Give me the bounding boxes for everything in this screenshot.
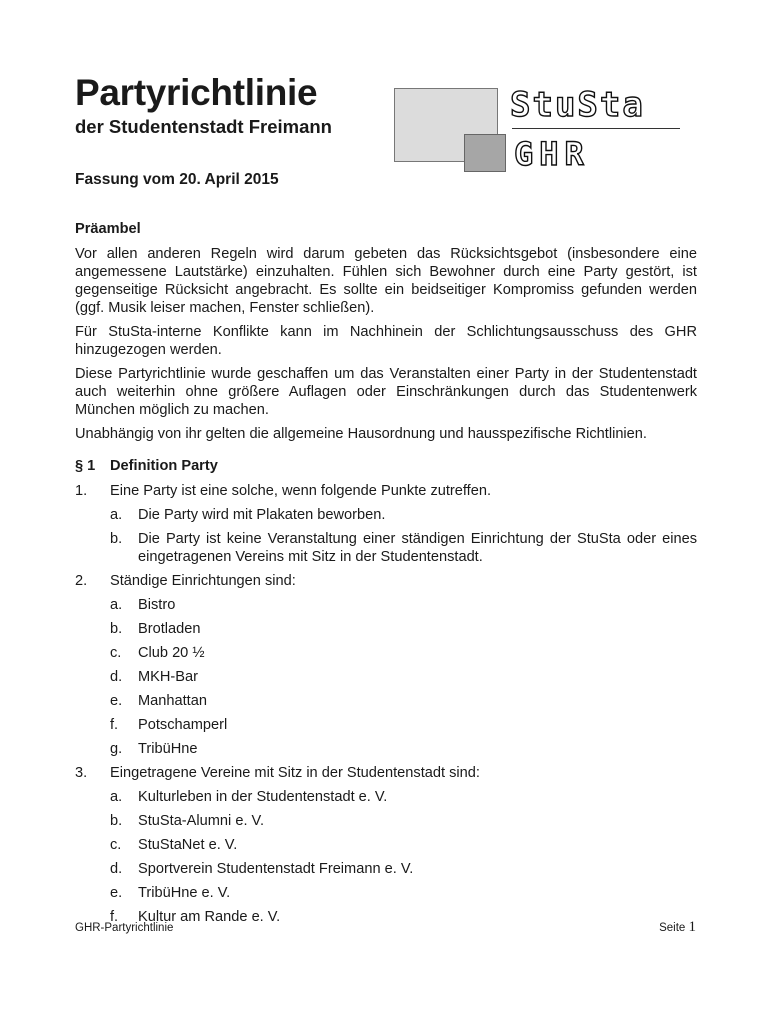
sub-item (110, 596, 697, 614)
sub-item-text: Kultur am Rande e. V. (138, 909, 281, 925)
sub-item-letter: g. (110, 741, 123, 757)
document-subtitle: der Studentenstadt Freimann (75, 116, 332, 137)
sub-item-letter: a. (110, 789, 123, 805)
sub-item-text: TribüHne (138, 741, 198, 757)
sub-item-letter: d. (110, 669, 123, 685)
sub-item-text: Kulturleben in der Studentenstadt e. V. (138, 789, 388, 805)
sub-item (110, 884, 697, 902)
sub-item-text: StuStaNet e. V. (138, 837, 238, 853)
sub-item-text: Die Party wird mit Plakaten beworben. (138, 507, 386, 523)
sub-item-text: StuSta-Alumni e. V. (138, 813, 265, 829)
item-text: Ständige Einrichtungen sind: (110, 573, 296, 589)
sub-item-letter: e. (110, 693, 123, 709)
sub-item-letter: d. (110, 861, 123, 877)
page-label: Seite (659, 922, 686, 934)
section-heading (75, 457, 697, 475)
item-number: 3. (75, 765, 88, 781)
sub-item-letter: c. (110, 645, 122, 661)
page-number: 1 (688, 919, 696, 935)
sub-item (110, 788, 697, 806)
preamble-paragraph: Vor allen anderen Regeln wird darum gebeten das Rücksichtsgebot (insbesondere eine angemessene Lautstärke) einzuhalten. Fühlen sich Bewohner durch eine Party gestört, ist gegenseitige Rücksicht angebracht. Es sollte ein beidseitiger Kompromiss gefunden werden (ggf. Musik leiser machen, Fenster schließen). (75, 246, 697, 316)
sub-item-letter: f. (110, 717, 119, 733)
preamble-paragraph: Für StuSta-interne Konflikte kann im Nachhinein der Schlichtungsausschuss des GHR hinzugezogen werden. (75, 324, 697, 358)
item-number: 2. (75, 573, 88, 589)
document-version: Fassung vom 20. April 2015 (75, 171, 279, 188)
item-text: Eine Party ist eine solche, wenn folgende Punkte zutreffen. (110, 483, 492, 499)
footer-document-name: GHR-Partyrichtlinie (75, 922, 174, 934)
sub-item (110, 644, 697, 662)
list-item (75, 482, 697, 500)
sub-item (110, 506, 697, 524)
sub-item-letter: e. (110, 885, 123, 901)
sub-item-letter: a. (110, 507, 123, 523)
sub-item (110, 716, 697, 734)
sub-item-text: Bistro (138, 597, 176, 613)
sub-item-letter: a. (110, 597, 123, 613)
stusta-ghr-logo (394, 85, 684, 176)
footer-page-number (659, 919, 696, 936)
logo-divider (512, 128, 680, 129)
item-text: Eingetragene Vereine mit Sitz in der Studentenstadt sind: (110, 765, 480, 781)
sub-item-text: Die Party ist keine Veranstaltung einer ständigen Einrichtung der StuSta oder eines eingetragenen Vereins mit Sitz in der Studentenstadt. (138, 531, 697, 565)
sub-item-text: TribüHne e. V. (138, 885, 231, 901)
sub-item-text: Manhattan (138, 693, 207, 709)
sub-item (110, 692, 697, 710)
section-number: § 1 (75, 458, 96, 474)
sub-item (110, 740, 697, 758)
document-title: Partyrichtlinie (75, 72, 318, 113)
sub-item (110, 812, 697, 830)
sub-item-text: Club 20 ½ (138, 645, 205, 661)
sub-item-text: Sportverein Studentenstadt Freimann e. V. (138, 861, 414, 877)
sub-item-letter: b. (110, 813, 123, 829)
sub-item-letter: c. (110, 837, 122, 853)
sub-item-letter: b. (110, 621, 123, 637)
sub-item (110, 668, 697, 686)
sub-item-letter: f. (110, 909, 119, 925)
document-body (75, 220, 697, 932)
sub-item-letter: b. (110, 531, 123, 547)
item-number: 1. (75, 483, 88, 499)
preamble-heading: Präambel (75, 221, 141, 237)
preamble-paragraph: Diese Partyrichtlinie wurde geschaffen um das Veranstalten einer Party in der Studentenstadt auch weiterhin ohne größere Auflagen oder Einschränkungen durch das Studentenwerk München möglich zu machen. (75, 366, 697, 418)
list-item (75, 572, 697, 590)
section-title: Definition Party (110, 458, 218, 474)
sub-item (110, 860, 697, 878)
sub-item-text: MKH-Bar (138, 669, 198, 685)
sub-item (110, 836, 697, 854)
sub-item (110, 620, 697, 638)
logo-small-square (464, 134, 506, 172)
list-item (75, 764, 697, 782)
preamble-paragraph: Unabhängig von ihr gelten die allgemeine Hausordnung und hausspezifische Richtlinien. (75, 426, 647, 442)
sub-item-text: Brotladen (138, 621, 201, 637)
logo-stusta-text: StuSta (510, 85, 645, 125)
logo-ghr-text: GHR (514, 135, 590, 173)
sub-item (110, 908, 697, 926)
sub-item-text: Potschamperl (138, 717, 228, 733)
sub-item (110, 530, 697, 566)
